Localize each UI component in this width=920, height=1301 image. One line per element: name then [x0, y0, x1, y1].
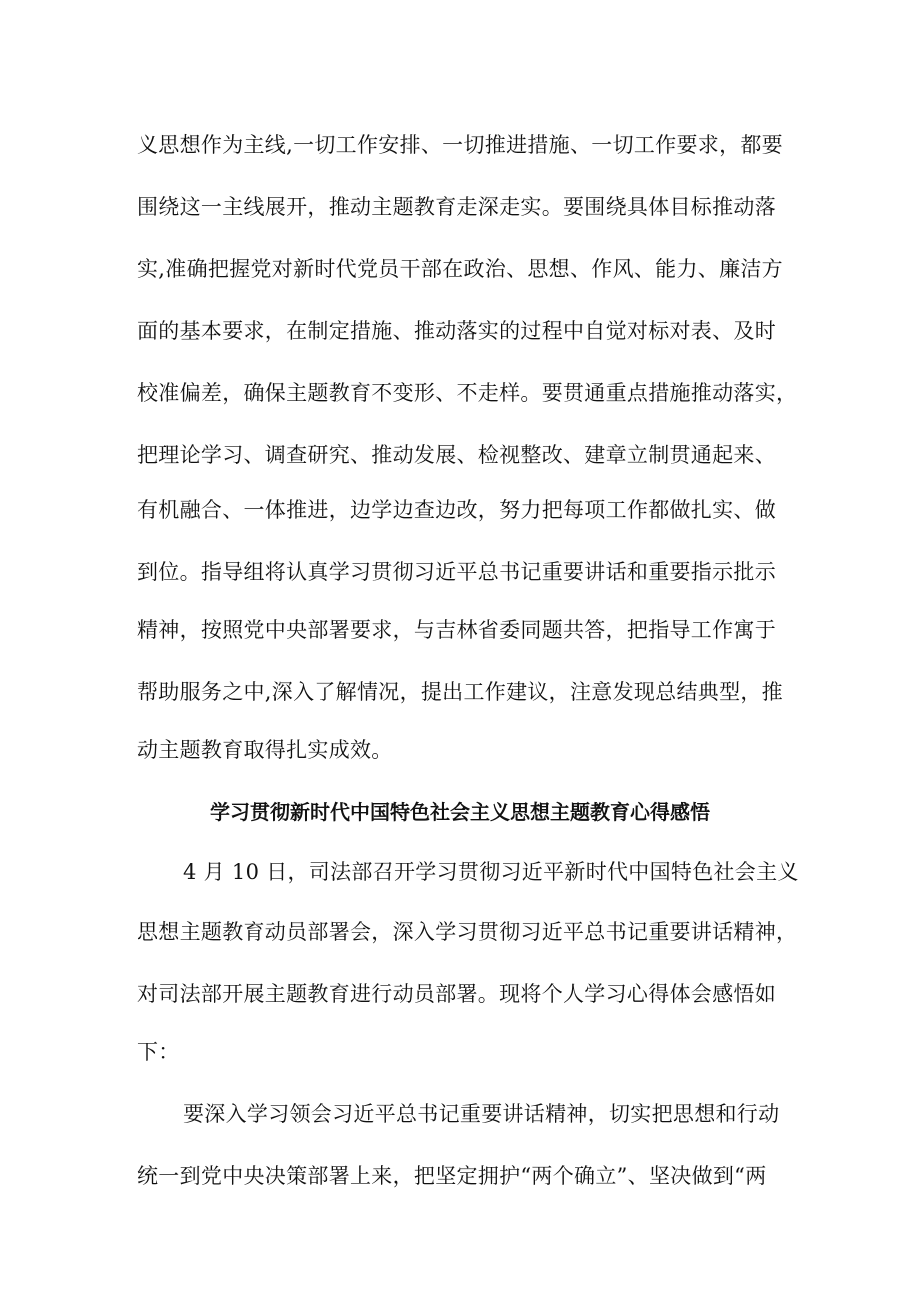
- paragraph-line: 围绕这一主线展开，推动主题教育走深走实。要围绕具体目标推动落: [137, 195, 776, 219]
- paragraph-line: 有机融合、一体推进，边学边查边改，努力把每项工作都做扎实、做: [137, 498, 776, 522]
- paragraph-line: 帮助服务之中,深入了解情况，提出工作建议，注意发现总结典型，推: [137, 680, 783, 704]
- paragraph-line: 统一到党中央决策部署上来，把坚定拥护“两个确立”、坚决做到“两: [137, 1164, 767, 1188]
- paragraph-line: 到位。指导组将认真学习贯彻习近平总书记重要讲话和重要指示批示: [137, 560, 776, 584]
- paragraph-line: 思想主题教育动员部署会，深入学习贯彻习近平总书记重要讲话精神，: [137, 920, 798, 944]
- paragraph-line: 对司法部开展主题教育进行动员部署。现将个人学习心得体会感悟如: [137, 982, 776, 1006]
- paragraph-line: 把理论学习、调查研究、推动发展、检视整改、建章立制贯通起来、: [137, 443, 776, 467]
- paragraph-line: 义思想作为主线,一切工作安排、一切推进措施、一切工作要求，都要: [137, 133, 783, 157]
- paragraph-line: 要深入学习领会习近平总书记重要讲话精神，切实把思想和行动: [183, 1102, 780, 1126]
- paragraph-line: 精神，按照党中央部署要求，与吉林省委同题共答，把指导工作寓于: [137, 618, 776, 642]
- section-heading: 学习贯彻新时代中国特色社会主义思想主题教育心得感悟: [210, 800, 710, 824]
- paragraph-line: 实,准确把握党对新时代党员干部在政治、思想、作风、能力、廉洁方: [137, 257, 783, 281]
- paragraph-line: 动主题教育取得扎实成效。: [137, 738, 393, 762]
- paragraph-line: 下：: [137, 1040, 180, 1064]
- paragraph-line: 4 月 10 日，司法部召开学习贯彻习近平新时代中国特色社会主义: [183, 860, 799, 884]
- paragraph-line: 面的基本要求，在制定措施、推动落实的过程中自觉对标对表、及时: [137, 319, 776, 343]
- paragraph-line: 校准偏差，确保主题教育不变形、不走样。要贯通重点措施推动落实，: [137, 381, 798, 405]
